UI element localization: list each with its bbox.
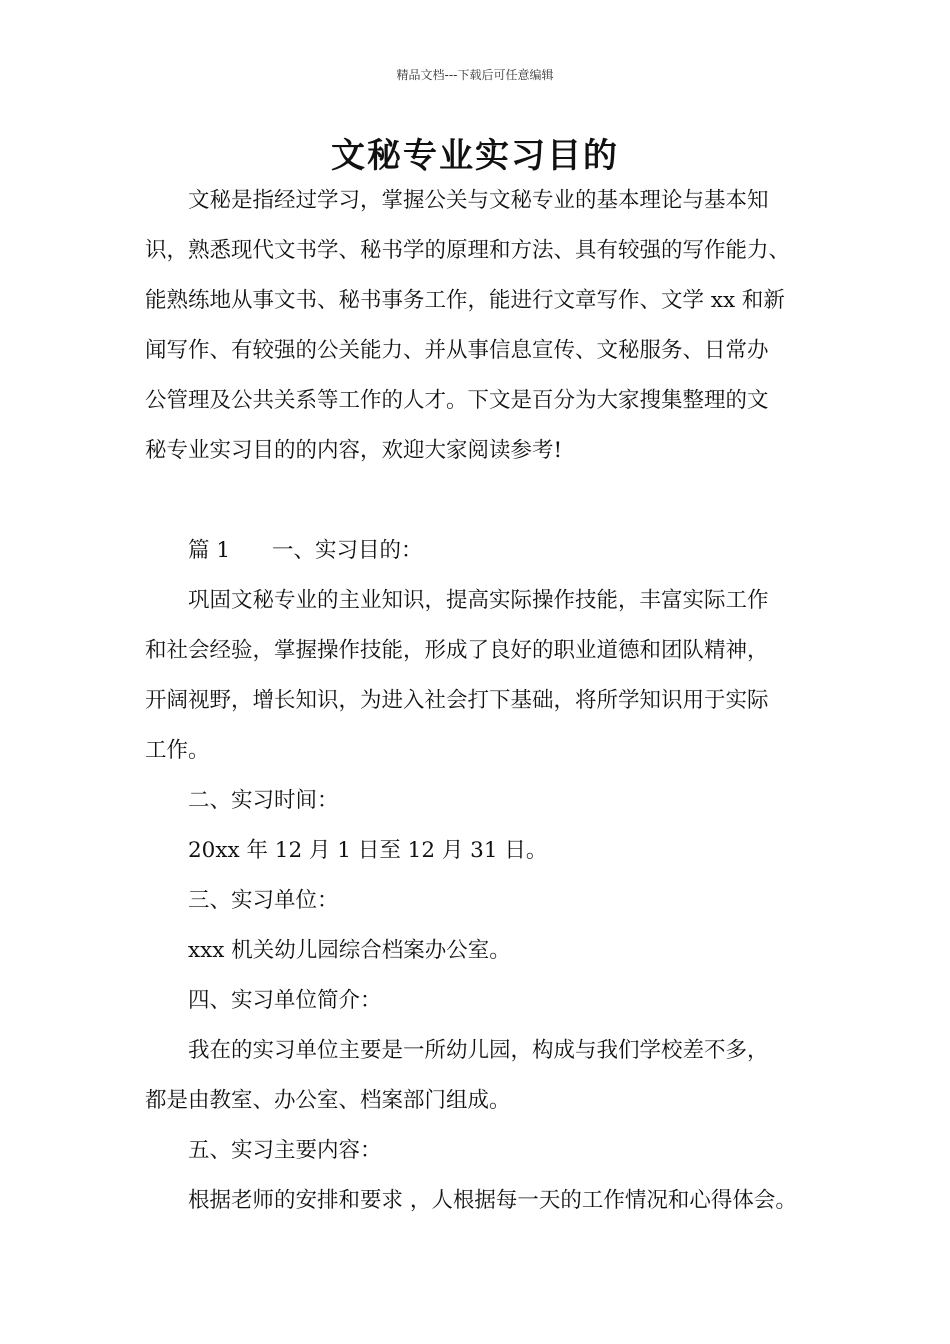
header-note: 精品文档---下载后可任意编辑 <box>396 68 554 82</box>
section-label: 篇 1 <box>188 538 231 563</box>
section-1-line-3: 开阔视野，增长知识，为进入社会打下基础，将所学知识用于实际 <box>145 688 769 713</box>
content-heading: 五、实习主要内容： <box>188 1138 382 1163</box>
intro-line-2: 识，熟悉现代文书学、秘书学的原理和方法、具有较强的写作能力、 <box>145 238 791 263</box>
unit-intro-heading: 四、实习单位简介： <box>188 988 382 1013</box>
intro-line-3: 能熟练地从事文书、秘书事务工作，能进行文章写作、文学 xx 和新 <box>145 288 785 313</box>
intro-line-6: 秘专业实习目的的内容，欢迎大家阅读参考! <box>145 438 563 463</box>
section-1-line-2: 和社会经验，掌握操作技能，形成了良好的职业道德和团队精神， <box>145 638 769 663</box>
intro-line-5: 公管理及公共关系等工作的人才。下文是百分为大家搜集整理的文 <box>145 388 769 413</box>
unit-intro-line-1: 我在的实习单位主要是一所幼儿园，构成与我们学校差不多， <box>188 1038 769 1063</box>
section-1-line-4: 工作。 <box>145 738 210 763</box>
time-heading: 二、实习时间： <box>188 788 339 813</box>
page-title: 文秘专业实习目的 <box>331 136 619 176</box>
section-heading-text: 一、实习目的： <box>272 538 423 563</box>
intro-line-1: 文秘是指经过学习，掌握公关与文秘专业的基本理论与基本知 <box>188 188 769 213</box>
unit-heading: 三、实习单位： <box>188 888 339 913</box>
time-text: 20xx 年 12 月 1 日至 12 月 31 日。 <box>188 838 548 863</box>
section-1-line-1: 巩固文秘专业的主业知识，提高实际操作技能，丰富实际工作 <box>188 588 769 613</box>
unit-text: xxx 机关幼儿园综合档案办公室。 <box>188 938 511 963</box>
unit-intro-line-2: 都是由教室、办公室、档案部门组成。 <box>145 1088 511 1113</box>
section-1-heading <box>188 536 423 566</box>
intro-line-4: 闻写作、有较强的公关能力、并从事信息宣传、文秘服务、日常办 <box>145 338 769 363</box>
content-text: 根据老师的安排和要求 ，人根据每一天的工作情况和心得体会。 <box>188 1188 797 1213</box>
